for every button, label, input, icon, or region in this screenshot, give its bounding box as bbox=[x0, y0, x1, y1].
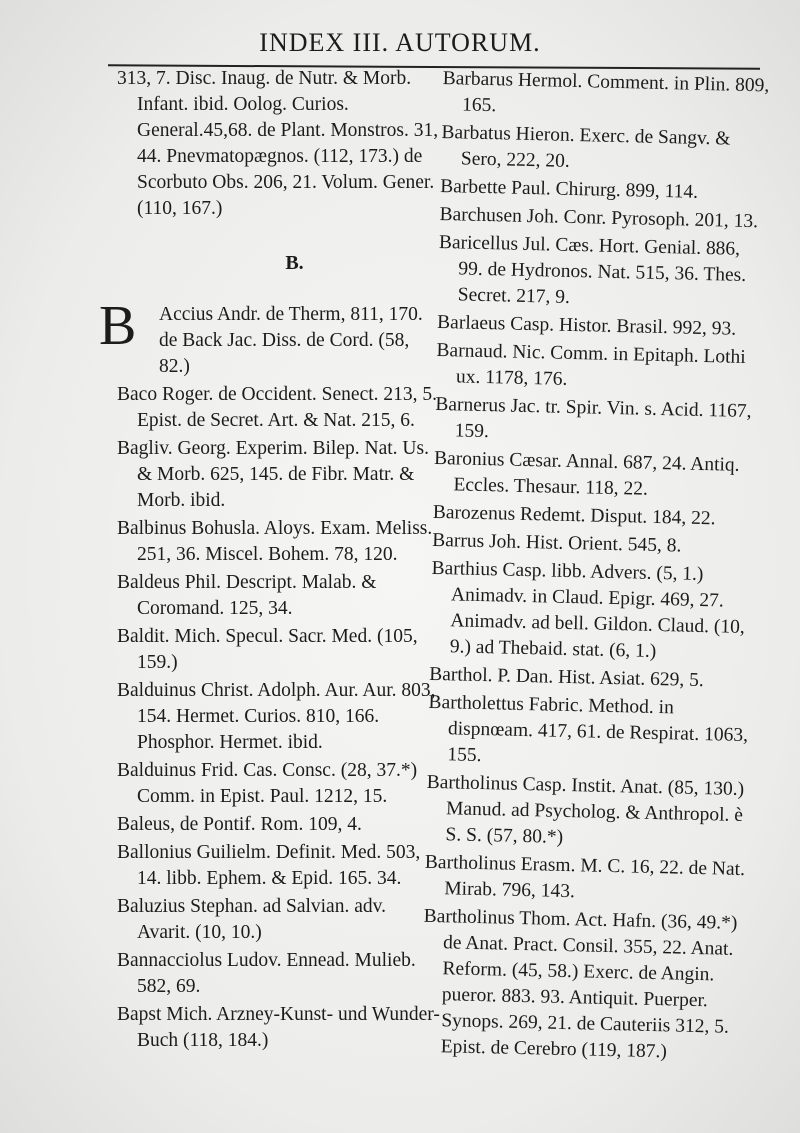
drop-cap: B bbox=[99, 295, 137, 357]
section-letter: B. bbox=[285, 252, 304, 274]
index-entry: Barnerus Jac. tr. Spir. Vin. s. Acid. 1167, 159. bbox=[435, 393, 752, 443]
index-entry: Bartholettus Fabric. Method. in dispnœam. 417, 61. de Respirat. 1063, 155. bbox=[428, 691, 749, 767]
index-entry: Baldit. Mich. Specul. Sacr. Med. (105, 159.) bbox=[117, 626, 418, 673]
index-entry-dropcap bbox=[99, 295, 442, 380]
dropcap-entry-text: Accius Andr. de Therm, 811, 170. de Back Jac. Diss. de Cord. (58, 82.) bbox=[159, 304, 423, 377]
right-column bbox=[420, 66, 772, 1067]
index-entry: Barozenus Redemt. Disput. 184, 22. bbox=[432, 501, 716, 530]
index-entry: Barthius Casp. libb. Advers. (5, 1.) Animadv. in Claud. Epigr. 469, 27. Animadv. ad bell. Gildon. Claud. (10, 9.) ad Thebaid. stat. (6, 1.) bbox=[431, 557, 746, 662]
index-entry: Bartholinus Casp. Instit. Anat. (85, 130.) Manud. ad Psycholog. & Anthropol. è S. S. (57, 80.*) bbox=[426, 771, 745, 848]
running-header: INDEX III. AUTORUM. bbox=[259, 28, 541, 57]
index-entry: Ballonius Guilielm. Definit. Med. 503, 14. libb. Ephem. & Epid. 165. 34. bbox=[117, 842, 421, 889]
index-entry: Barlaeus Casp. Histor. Brasil. 992, 93. bbox=[436, 311, 737, 340]
index-entry: Bartholinus Erasm. M. C. 16, 22. de Nat. Mirab. 796, 143. bbox=[424, 851, 746, 903]
index-entry: Bartholinus Thom. Act. Hafn. (36, 49.*) de Anat. Pract. Consil. 355, 22. Anat. Reform. (45, 58.) Exerc. de Angin. pueror. 883. 93. Antiquit. Puerper. Synops. 269, 21. de Cauteriis 312, 5. Epist. de Cerebro (119, 187.) bbox=[423, 905, 738, 1063]
index-entry: Barbatus Hieron. Exerc. de Sangv. & Sero, 222, 20. bbox=[441, 121, 731, 172]
index-entry: Barbette Paul. Chirurg. 899, 114. bbox=[440, 175, 699, 203]
index-entry: Balbinus Bohusla. Aloys. Exam. Meliss. 251, 36. Miscel. Bohem. 78, 120. bbox=[117, 518, 433, 565]
index-entry: Barnaud. Nic. Comm. in Epitaph. Lothi ux. 1178, 176. bbox=[436, 339, 746, 390]
index-entry: Barchusen Joh. Conr. Pyrosoph. 201, 13. bbox=[439, 203, 759, 233]
index-entry: Balduinus Frid. Cas. Consc. (28, 37.*) Comm. in Epist. Paul. 1212, 15. bbox=[117, 760, 418, 807]
index-entry: 313, 7. Disc. Inaug. de Nutr. & Morb. Infant. ibid. Oolog. Curios. General.45,68. de Plant. Monstros. 31, 44. Pnevmatopægnos. (112, 173.) de Scorbuto Obs. 206, 21. Volum. Gener. (110, 167.) bbox=[117, 68, 439, 219]
index-entry: Baricellus Jul. Cæs. Hort. Genial. 886, 99. de Hydronos. Nat. 515, 36. Thes. Secret. 217, 9. bbox=[438, 231, 747, 308]
index-entry: Baleus, de Pontif. Rom. 109, 4. bbox=[117, 814, 362, 835]
index-entry: Baco Roger. de Occident. Senect. 213, 5. Epist. de Secret. Art. & Nat. 215, 6. bbox=[117, 384, 438, 431]
index-entry: Balduinus Christ. Adolph. Aur. Aur. 803, 154. Hermet. Curios. 810, 166. Phosphor. Hermet. ibid. bbox=[117, 680, 436, 753]
left-column bbox=[99, 66, 442, 1054]
index-entry: Baluzius Stephan. ad Salvian. adv. Avarit. (10, 10.) bbox=[117, 896, 386, 943]
index-entry: Bagliv. Georg. Experim. Bilep. Nat. Us. & Morb. 625, 145. de Fibr. Matr. & Morb. ibid. bbox=[117, 438, 429, 511]
index-entry: Baronius Cæsar. Annal. 687, 24. Antiq. Eccles. Thesaur. 118, 22. bbox=[433, 447, 740, 500]
index-entry: Bapst Mich. Arzney-Kunst- und Wunder-Buch (118, 184.) bbox=[117, 1004, 440, 1051]
index-entry: Barbarus Hermol. Comment. in Plin. 809, 165. bbox=[442, 67, 770, 117]
index-entry: Baldeus Phil. Descript. Malab. & Coromand. 125, 34. bbox=[117, 572, 377, 619]
index-entry: Bannacciolus Ludov. Ennead. Mulieb. 582, 69. bbox=[117, 950, 416, 997]
index-entry: Barthol. P. Dan. Hist. Asiat. 629, 5. bbox=[428, 663, 705, 692]
index-entry: Barrus Joh. Hist. Orient. 545, 8. bbox=[431, 529, 682, 557]
